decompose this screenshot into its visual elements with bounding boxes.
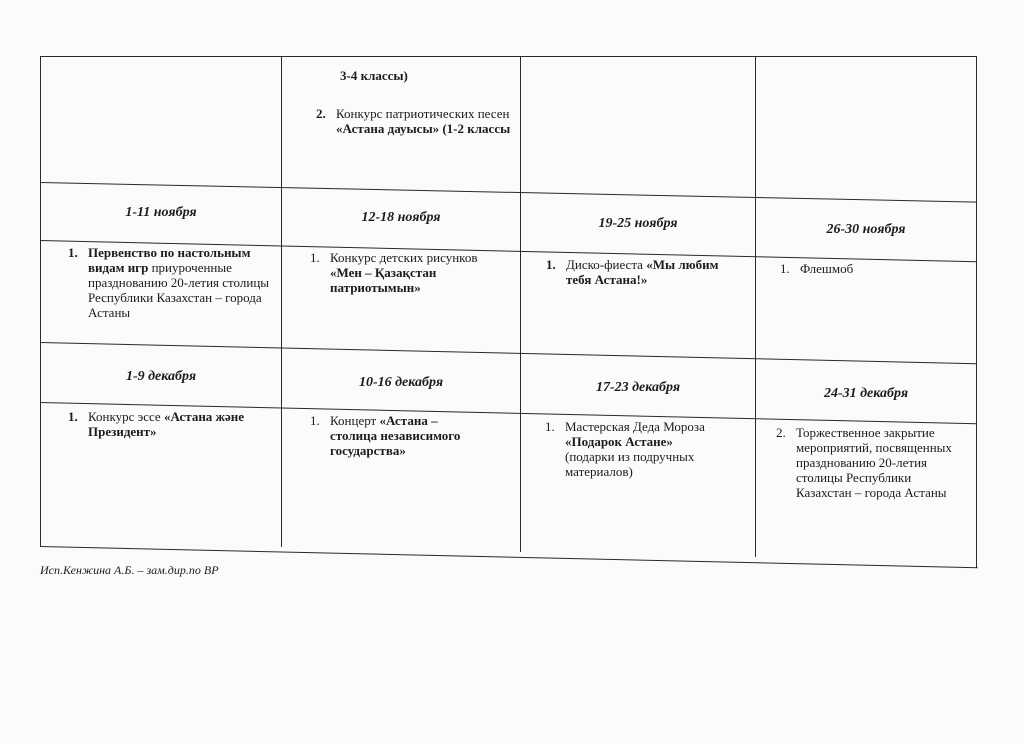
column-divider-2 bbox=[520, 57, 521, 552]
row2-col2-item bbox=[310, 413, 485, 458]
row-divider-1 bbox=[40, 182, 977, 203]
week-header-4: 26-30 ноября bbox=[826, 222, 906, 237]
item-number: 1. bbox=[68, 409, 78, 424]
table-border-right bbox=[976, 56, 977, 568]
row1-col3-item bbox=[546, 257, 746, 287]
week-header-6: 10-16 декабря bbox=[358, 375, 444, 390]
table-border-top bbox=[40, 56, 976, 57]
row-divider-3 bbox=[40, 342, 977, 364]
item-number: 1. bbox=[546, 257, 556, 272]
row2-col1-item bbox=[68, 409, 273, 439]
item-text: Флешмоб bbox=[800, 261, 854, 276]
item-text: Диско-фиеста bbox=[566, 257, 647, 272]
week-header-2: 12-18 ноября bbox=[361, 210, 441, 225]
week-header-3: 19-25 ноября bbox=[598, 216, 678, 231]
item-title: «Мен – Қазақстан патриотымын» bbox=[330, 265, 437, 295]
column-divider-3 bbox=[755, 57, 756, 557]
item-text: Концерт bbox=[330, 413, 380, 428]
table-border-left bbox=[40, 56, 41, 546]
item-number: 1. bbox=[780, 261, 790, 276]
row2-col4-item bbox=[776, 425, 956, 500]
item-title: «Подарок Астане» bbox=[565, 434, 673, 449]
week-header-8: 24-31 декабря bbox=[823, 386, 909, 401]
item-title: Первенство по настольным видам игр bbox=[88, 245, 251, 275]
item-text: Конкурс детских рисунков bbox=[330, 250, 478, 265]
item-text: приуроченные празднованию 20-летия столицы Республики Казахстан – города Астаны bbox=[88, 260, 270, 320]
week-header-7: 17-23 декабря bbox=[595, 380, 681, 395]
item-note: (подарки из подручных материалов) bbox=[565, 449, 695, 479]
item-number: 2. bbox=[316, 106, 326, 121]
item-text: Мастерская Деда Мороза bbox=[565, 419, 705, 434]
item-text: Конкурс патриотических песен bbox=[336, 106, 510, 121]
item-number: 1. bbox=[545, 419, 555, 434]
row1-col1-item bbox=[68, 245, 276, 320]
item-number: 1. bbox=[68, 245, 78, 260]
row1-col4-item bbox=[780, 261, 960, 276]
row1-col2-item bbox=[310, 250, 510, 295]
item-title: «Астана – столица независимого государства» bbox=[330, 413, 461, 458]
executor-note: Исп.Кенжина А.Б. – зам.дир.по ВР bbox=[40, 563, 219, 577]
week-header-5: 1-9 декабря bbox=[125, 369, 197, 384]
item-number: 2. bbox=[776, 425, 786, 440]
item-text: Торжественное закрытие мероприятий, посвященных празднованию 20-летия столицы Республики Казахстан – города Астаны bbox=[796, 425, 952, 500]
week-header-1: 1-11 ноября bbox=[125, 205, 197, 220]
item-number: 1. bbox=[310, 413, 320, 428]
item-title: «Астана және Президент» bbox=[88, 409, 245, 439]
item-title: «Астана дауысы» (1-2 классы bbox=[336, 121, 511, 136]
column-divider-1 bbox=[281, 57, 282, 547]
item-title: «Мы любим тебя Астана!» bbox=[566, 257, 719, 287]
item-number: 1. bbox=[310, 250, 320, 265]
row0-col2-item bbox=[316, 106, 511, 136]
row2-col3-item bbox=[545, 419, 725, 479]
row0-col2-continuation: 3-4 классы) bbox=[340, 68, 408, 83]
item-text: Конкурс эссе bbox=[88, 409, 164, 424]
